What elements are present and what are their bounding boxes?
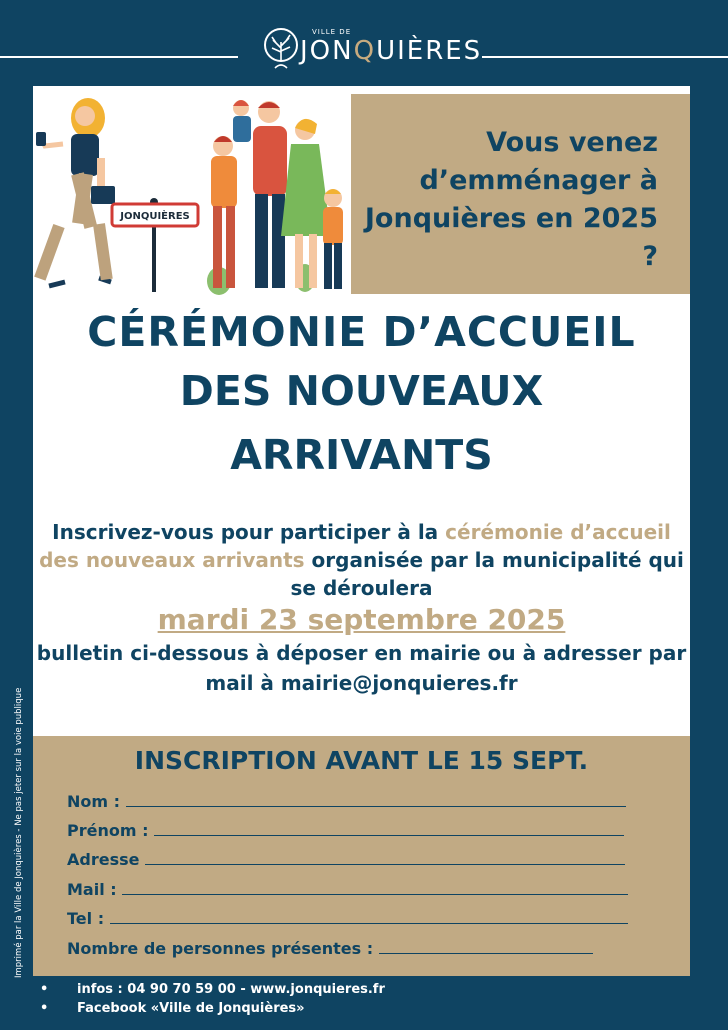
title-line-1: CÉRÉMONIE D’ACCUEIL — [87, 308, 636, 356]
footer-facebook: • Facebook «Ville de Jonquières» — [40, 999, 640, 1018]
logo-name-post: UIÈRES — [376, 36, 483, 66]
form-line-mail[interactable] — [122, 881, 628, 895]
footer-contact: • infos : 04 90 70 59 00 - www.jonquieres.fr — [40, 980, 640, 999]
form-field-nom[interactable] — [67, 792, 633, 811]
invitation-paragraph — [33, 518, 690, 602]
header-rule-left — [0, 56, 238, 58]
form-label-tel: Tel : — [67, 909, 105, 928]
sign-label: JONQUIÈRES — [120, 211, 190, 222]
tree-icon — [262, 28, 300, 70]
form-field-adresse[interactable] — [67, 850, 633, 869]
logo-subtitle: VILLE DE — [312, 28, 352, 36]
form-field-mail[interactable] — [67, 880, 633, 899]
invitation-part-1: Inscrivez-vous pour participer à la — [52, 520, 446, 544]
form-line-nombre[interactable] — [379, 940, 593, 954]
form-title: INSCRIPTION AVANT LE 15 SEPT. — [134, 746, 589, 775]
title-line-2: DES NOUVEAUX — [179, 367, 544, 415]
form-label-nombre: Nombre de personnes présentes : — [67, 939, 374, 958]
newcomers-illustration — [33, 86, 351, 296]
form-label-adresse: Adresse — [67, 850, 140, 869]
print-notice: Imprimé par la Ville de Jonquières - Ne pas jeter sur la voie publique — [14, 687, 24, 978]
submission-instructions: bulletin ci-dessous à déposer en mairie ou à adresser par mail à mairie@jonquieres.fr — [36, 641, 687, 695]
event-date: mardi 23 septembre 2025 — [157, 603, 566, 636]
form-label-nom: Nom : — [67, 792, 121, 811]
logo-name — [300, 36, 482, 66]
invitation-text — [33, 518, 690, 698]
title-line-3: ARRIVANTS — [230, 431, 493, 479]
form-field-tel[interactable] — [67, 909, 633, 928]
event-title — [33, 306, 690, 486]
town-sign — [112, 198, 198, 292]
logo-name-pre: JON — [300, 36, 354, 66]
invitation-part-2: organisée par la municipalité qui se déroulera — [290, 548, 684, 600]
woman-walking-figure — [34, 98, 115, 286]
question-text: Vous venez d’emménager à Jonquières en 2025 ? — [364, 127, 658, 272]
form-label-mail: Mail : — [67, 880, 117, 899]
form-line-nom[interactable] — [126, 793, 626, 807]
form-line-prenom[interactable] — [154, 822, 624, 836]
registration-form — [33, 736, 690, 976]
family-figures — [207, 100, 343, 295]
form-line-tel[interactable] — [110, 910, 628, 924]
invitation-highlight: cérémonie d’accueil des nouveaux arrivants — [39, 520, 671, 572]
main-card — [33, 86, 690, 736]
page-header — [0, 0, 728, 86]
header-rule-right — [482, 56, 728, 58]
form-label-prenom: Prénom : — [67, 821, 149, 840]
page-footer — [40, 980, 640, 1018]
form-line-adresse[interactable] — [145, 851, 625, 865]
form-field-prenom[interactable] — [67, 821, 633, 840]
logo-name-q: Q — [353, 36, 377, 66]
question-box — [351, 94, 690, 294]
town-logo — [262, 24, 483, 80]
form-field-nombre[interactable] — [67, 939, 633, 958]
